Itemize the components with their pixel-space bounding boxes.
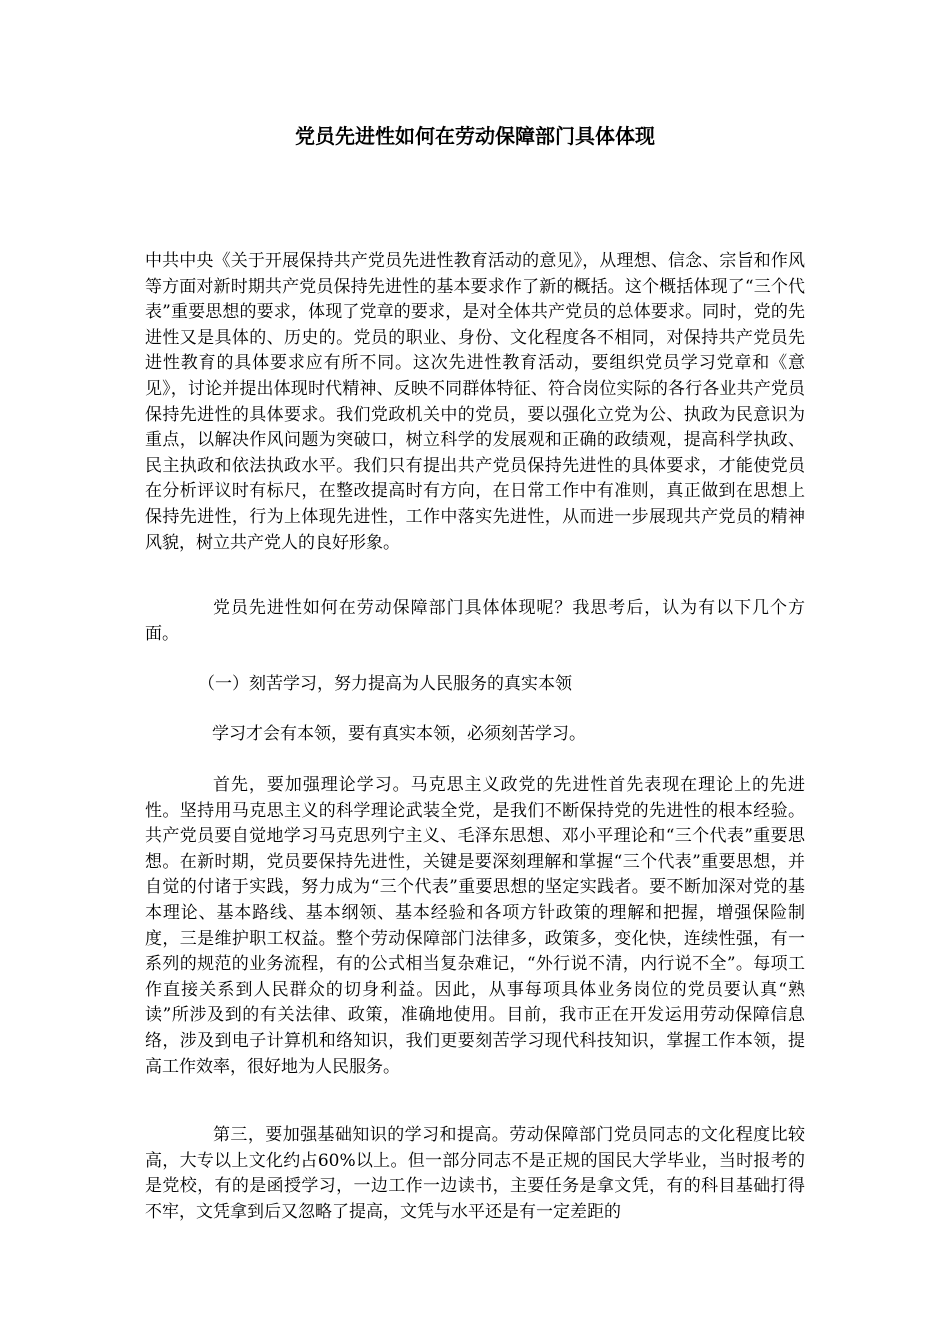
paragraph-question: 党员先进性如何在劳动保障部门具体体现呢？我思考后，认为有以下几个方面。 <box>145 598 805 644</box>
page-title: 党员先进性如何在劳动保障部门具体体现 <box>295 124 655 148</box>
paragraph-intro: 中共中央《关于开展保持共产党员先进性教育活动的意见》，从理想、信念、宗旨和作风等方面对新时期共产党员保持先进性的基本要求作了新的概括。这个概括体现了“三个代表”重要思想的要求，体现了党章的要求，是对全体共产党员的总体要求。同时，党的先进性又是具体的、历史的。党员的职业、身份、文化程度各不相同，对保持共产党员先进性教育的具体要求应有所不同。这次先进性教育活动，要组织党员学习党章和《意见》，讨论并提出体现时代精神、反映不同群体特征、符合岗位实际的各行各业共产党员保持先进性的具体要求。我们党政机关中的党员，要以强化立党为公、执政为民意识为重点，以解决作风问题为突破口，树立科学的发展观和正确的政绩观，提高科学执政、民主执政和依法执政水平。我们只有提出共产党员保持先进性的具体要求，才能使党员在分析评议时有标尺，在整改提高时有方向，在日常工作中有准则，真正做到在思想上保持先进性，行为上体现先进性，工作中落实先进性，从而进一步展现共产党员的精神风貌，树立共产党人的良好形象。 <box>145 251 805 553</box>
paragraph-study-summary: 学习才会有本领，要有真实本领，必须刻苦学习。 <box>212 724 586 744</box>
paragraph-basic-knowledge: 第三，要加强基础知识的学习和提高。劳动保障部门党员同志的文化程度比较高，大专以上文化约占60%以上。但一部分同志不是正规的国民大学毕业，当时报考的是党校，有的是函授学习，一边工作一边读书，主要任务是拿文凭，有的科目基础打得不牢，文凭拿到后又忽略了提高，文凭与水平还是有一定差距的 <box>145 1125 805 1222</box>
paragraph-theory-study: 首先，要加强理论学习。马克思主义政党的先进性首先表现在理论上的先进性。坚持用马克思主义的科学理论武装全党，是我们不断保持党的先进性的根本经验。共产党员要自觉地学习马克思列宁主义、毛泽东思想、邓小平理论和“三个代表”重要思想。在新时期，党员要保持先进性，关键是要深刻理解和掌握“三个代表”重要思想，并自觉的付诸于实践，努力成为“三个代表”重要思想的坚定实践者。要不断加深对党的基本理论、基本路线、基本纲领、基本经验和各项方针政策的理解和把握，增强保险制度，三是维护职工权益。整个劳动保障部门法律多，政策多，变化快，连续性强，有一系列的规范的业务流程，有的公式相当复杂难记，“外行说不清，内行说不全”。每项工作直接关系到人民群众的切身利益。因此，从事每项具体业务岗位的党员要认真“熟读”所涉及到的有关法律、政策，准确地使用。目前，我市正在开发运用劳动保障信息络，涉及到电子计算机和络知识，我们更要刻苦学习现代科技知识，掌握工作本领，提高工作效率，很好地为人民服务。 <box>145 775 805 1077</box>
section-heading-1: （一）刻苦学习，努力提高为人民服务的真实本领 <box>198 674 572 694</box>
